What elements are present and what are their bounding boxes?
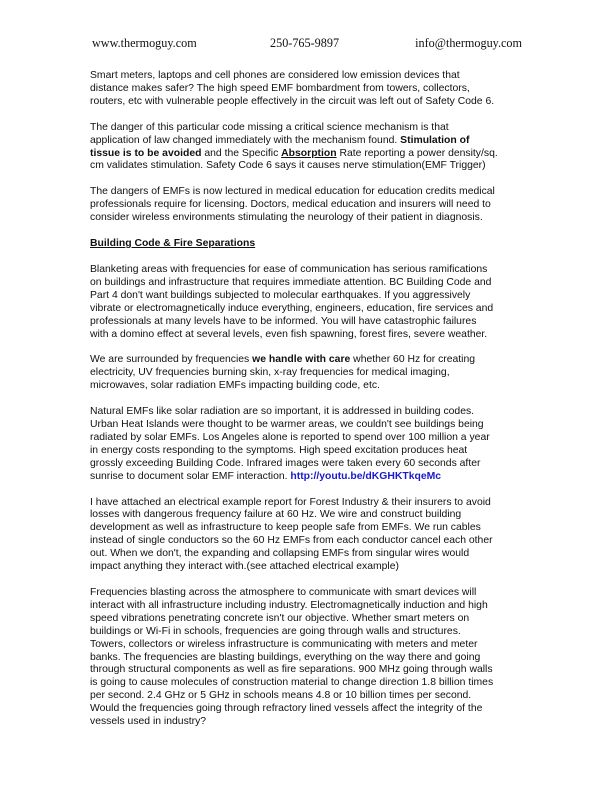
text-segment: whether 60 Hz for creating — [350, 354, 476, 366]
text-line: electricity, UV frequencies burning skin, x-ray frequencies for medical imaging, — [90, 367, 450, 379]
text-line — [90, 471, 526, 484]
text-line: Towers, collectors or wireless infrastructure is communicating with meters and meter — [90, 638, 478, 650]
text-line: consider wireless environments stimulating the neurology of their patient in diagnosis. — [90, 212, 483, 224]
text-line: losses with dangerous frequency failure at 60 Hz. We wire and construct building — [90, 509, 462, 521]
text-line: vessels used in industry? — [90, 716, 207, 728]
paragraph-electrical-example — [90, 497, 526, 574]
paragraph-frequencies-blasting — [90, 587, 526, 729]
paragraph-natural-emfs — [90, 406, 526, 483]
paragraph-handle-with-care — [90, 354, 526, 393]
text-line: in energy costs responding to the symptoms. High speed excitation produces heat — [90, 444, 468, 456]
text-line — [90, 135, 526, 148]
youtube-link[interactable]: http://youtu.be/dKGHKTkqeMc — [290, 470, 442, 482]
text-line: interact with all infrastructure including industry. Electromagnetically induction and high — [90, 599, 488, 611]
bold-text: Stimulation of — [400, 134, 470, 146]
text-line: impact anything they interact with.(see attached electrical example) — [90, 561, 399, 573]
text-line: distance makes safer? The high speed EMF bombardment from towers, collectors, — [90, 82, 470, 94]
paragraph-safety-code — [90, 122, 526, 174]
page-header — [92, 36, 522, 50]
paragraph-smart-meters — [90, 70, 526, 109]
text-line: speed vibrations penetrating concrete isn't our objective. Whether smart meters on — [90, 612, 470, 624]
text-line: routers, etc with vulnerable people effectively in the circuit was left out of Safety Code 6. — [90, 95, 495, 107]
text-segment: application of law changed immediately with the mechanism found. — [90, 134, 401, 146]
text-line: The dangers of EMFs is now lectured in medical education for education credits medical — [90, 186, 495, 198]
paragraph-medical-education — [90, 186, 526, 225]
text-line: instead of single conductors so the 60 Hz EMFs from each conductor cancel each other — [90, 535, 493, 547]
text-line: through structural components as well as fire separations. 900 MHz going through walls — [90, 664, 493, 676]
text-segment: sunrise to document solar EMF interaction. — [90, 470, 291, 482]
text-line: Urban Heat Islands were thought to be warmer areas, we couldn't see buildings being — [90, 419, 484, 431]
text-line: I have attached an electrical example report for Forest Industry & their insurers to avoid — [90, 496, 491, 508]
text-line: development as well as infrastructure to keep people safe from EMFs. We run cables — [90, 522, 481, 534]
text-line: Natural EMFs like solar radiation are so important, it is addressed in building codes. — [90, 406, 475, 418]
text-line: vibrate or electromagnetically induce everything, engineers, education, fire services and — [90, 302, 494, 314]
text-segment: Rate reporting a power density/sq. — [336, 147, 498, 159]
text-line: on buildings and infrastructure that requires immediate attention. BC Building Code and — [90, 276, 492, 288]
text-line: banks. The frequencies are blasting buildings, everything on the way there and going — [90, 651, 481, 663]
text-line: Smart meters, laptops and cell phones are considered low emission devices that — [90, 70, 460, 81]
bold-text: we handle with care — [252, 354, 351, 366]
text-line: Part 4 don't want buildings subjected to molecular earthquakes. If you aggressively — [90, 289, 471, 301]
text-line — [90, 148, 526, 161]
text-segment: and the Specific — [201, 147, 282, 159]
text-line: Blanketing areas with frequencies for ease of communication has serious ramifications — [90, 263, 488, 275]
text-line: Would the frequencies going through refractory lined vessels affect the integrity of the — [90, 703, 483, 715]
text-line: cm validates stimulation. Safety Code 6 says it causes nerve stimulation(EMF Trigger) — [90, 160, 486, 172]
text-line: professionals at many levels have to be informed. You will have catastrophic failures — [90, 315, 477, 327]
text-line: professionals require for licensing. Doctors, medical education and insurers will need to — [90, 199, 491, 211]
text-line: buildings or Wi-Fi in schools, frequencies are going through walls and structures. — [90, 625, 461, 637]
text-line: Frequencies blasting across the atmosphere to communicate with smart devices will — [90, 587, 477, 598]
bold-text: tissue is to be avoided — [90, 147, 202, 159]
text-line: grossly exceeding Building Code. Infrared images were taken every 60 seconds after — [90, 457, 481, 469]
text-line: microwaves, solar radiation EMFs impacting building code, etc. — [90, 380, 380, 392]
header-email: info@thermoguy.com — [415, 36, 522, 50]
text-line: The danger of this particular code missing a critical science mechanism is that — [90, 121, 449, 133]
bold-underlined-text: Absorption — [281, 147, 337, 159]
text-line: out. When we don't, the expanding and collapsing EMFs from singular wires would — [90, 548, 470, 560]
header-website: www.thermoguy.com — [92, 36, 197, 50]
document-body — [90, 70, 526, 742]
text-line: radiated by solar EMFs. Los Angeles alone is reported to spend over 100 million a year — [90, 431, 490, 443]
text-line: is going to cause molecules of construction material to change direction 1.8 billion times — [90, 677, 494, 689]
header-phone: 250-765-9897 — [270, 36, 340, 50]
section-heading: Building Code & Fire Separations — [90, 238, 256, 250]
text-segment: We are surrounded by frequencies — [90, 354, 253, 366]
paragraph-blanketing — [90, 264, 526, 341]
text-line — [90, 354, 526, 367]
text-line: per second. 2.4 GHz or 5 GHz in schools means 4.8 or 10 billion times per second. — [90, 690, 472, 702]
text-line: with a domino effect at several levels, even fish spawning, forest fires, severe weather. — [90, 328, 488, 340]
